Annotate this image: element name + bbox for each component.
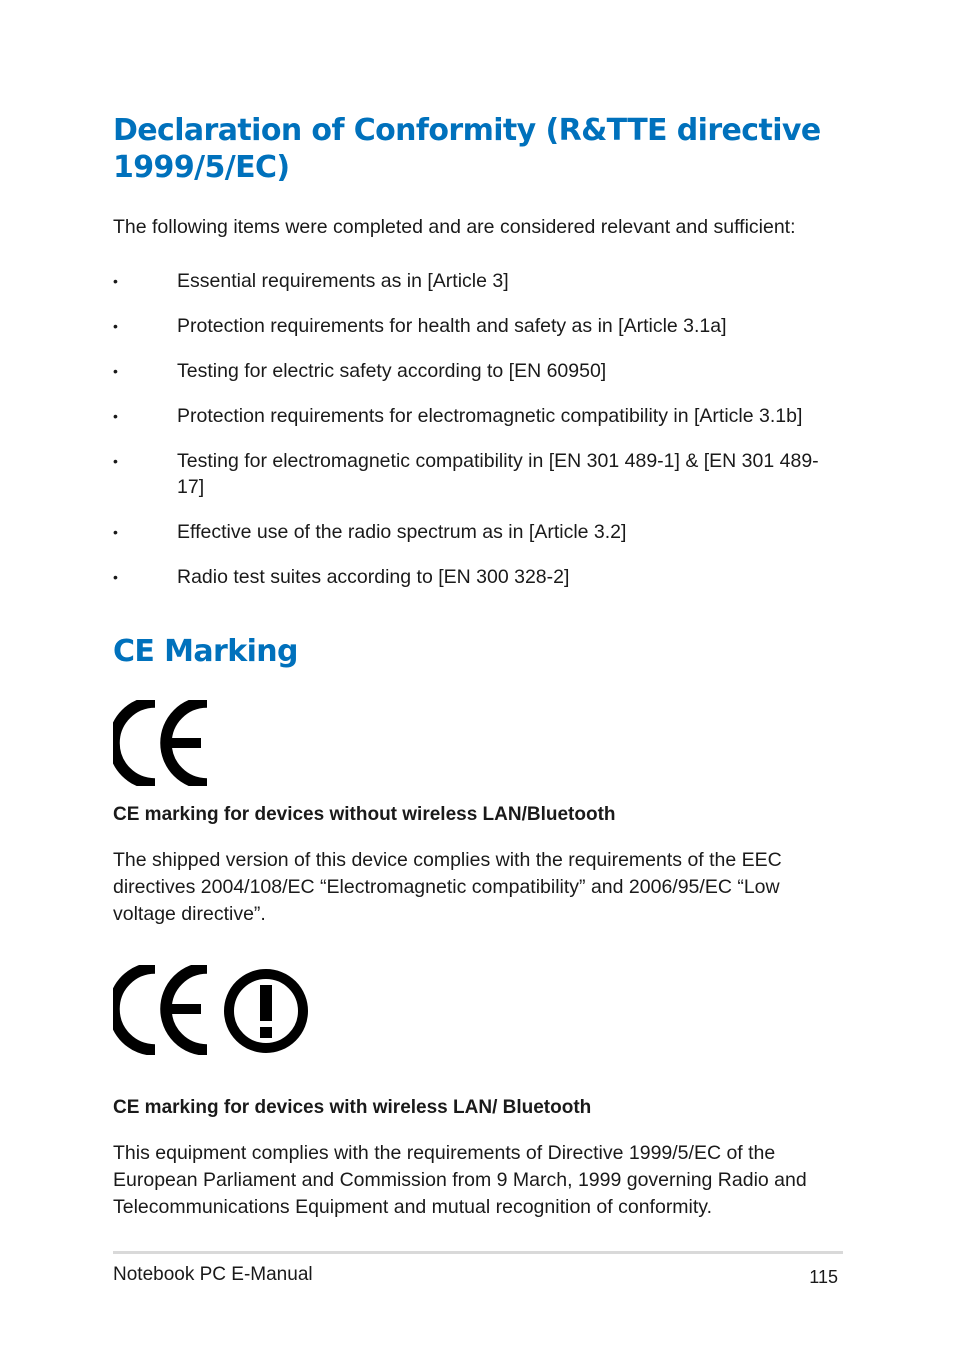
bullet: •	[113, 569, 118, 585]
list-item-text: Effective use of the radio spectrum as in [Article 3.2]	[177, 521, 627, 543]
ce-mark-icon	[113, 700, 209, 786]
list-item-text: Testing for electromagnetic compatibility in [EN 301 489-1] & [EN 301 489-17]	[177, 450, 819, 498]
ce-mark-icon	[114, 968, 207, 1050]
bullet: •	[113, 273, 118, 289]
list-item-text: Protection requirements for electromagnetic compatibility in [Article 3.1b]	[177, 405, 803, 427]
list-item	[113, 358, 843, 384]
list-item	[113, 313, 843, 339]
ce-mark-icon	[113, 700, 209, 791]
list-item-text: Essential requirements as in [Article 3]	[177, 270, 509, 292]
ce-mark-with-alert	[113, 965, 313, 1060]
list-item-text: Radio test suites according to [EN 300 328-2]	[177, 566, 570, 588]
bullet: •	[113, 453, 118, 469]
list-item	[113, 403, 843, 429]
requirements-list	[113, 268, 843, 609]
list-item	[113, 448, 843, 500]
page-title: Declaration of Conformity (R&TTE directive 1999/5/EC)	[113, 113, 821, 185]
intro-text: The following items were completed and are considered relevant and sufficient:	[113, 216, 796, 238]
bullet: •	[113, 318, 118, 334]
subheading-with-wireless: CE marking for devices with wireless LAN/ Bluetooth	[113, 1097, 592, 1118]
alert-class-icon	[229, 974, 303, 1048]
footer-divider	[113, 1251, 843, 1254]
subheading-without-wireless: CE marking for devices without wireless LAN/Bluetooth	[113, 804, 616, 825]
page-number: 115	[809, 1267, 838, 1287]
paragraph-with-wireless: This equipment complies with the requirements of Directive 1999/5/EC of the European Parliament and Commission from 9 March, 1999 governing Radio and Telecommunications Equipment and mutual recognition of conformity.	[113, 1142, 807, 1218]
section-title-ce-marking: CE Marking	[113, 634, 298, 669]
list-item-text: Testing for electric safety according to [EN 60950]	[177, 360, 607, 382]
bullet: •	[113, 408, 118, 424]
list-item-text: Protection requirements for health and safety as in [Article 3.1a]	[177, 315, 727, 337]
list-item	[113, 564, 843, 590]
footer-manual-title: Notebook PC E-Manual	[113, 1264, 313, 1285]
list-item	[113, 268, 843, 294]
bullet: •	[113, 524, 118, 540]
ce-alert-mark	[113, 965, 313, 1055]
bullet: •	[113, 363, 118, 379]
list-item	[113, 519, 843, 545]
paragraph-without-wireless: The shipped version of this device complies with the requirements of the EEC directives 2004/108/EC “Electromagnetic compatibility” and 2006/95/EC “Low voltage directive”.	[113, 849, 782, 925]
